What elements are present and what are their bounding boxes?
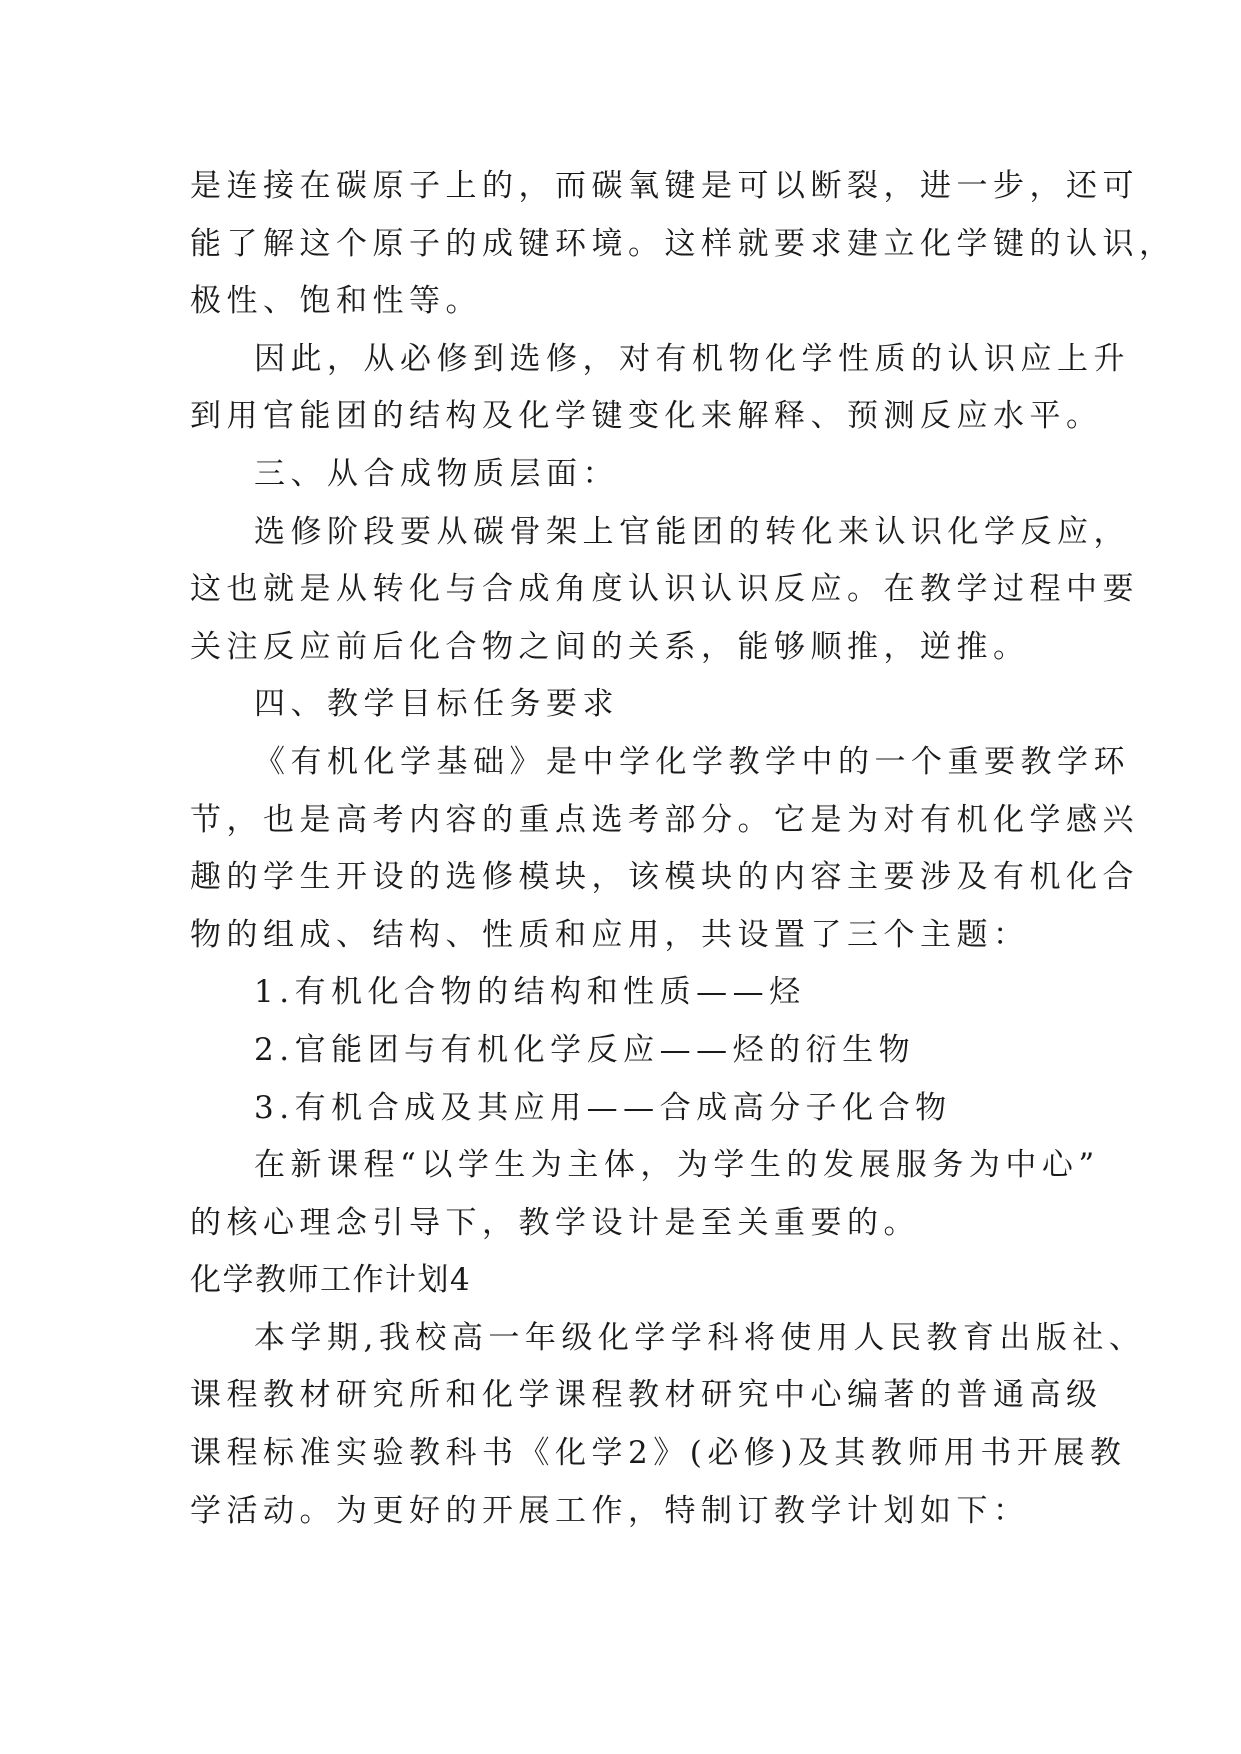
text-line: 选修阶段要从碳骨架上官能团的转化来认识化学反应， <box>254 513 1130 550</box>
text-line: 在新课程“以学生为主体，为学生的发展服务为中心” <box>254 1147 1100 1184</box>
text-line: 的核心理念引导下，教学设计是至关重要的。 <box>190 1204 920 1241</box>
text-line: 极性、饱和性等。 <box>190 283 482 320</box>
text-line: 三、从合成物质层面： <box>254 455 619 492</box>
text-line: 学活动。为更好的开展工作，特制订教学计划如下： <box>190 1492 1030 1529</box>
text-line: 节，也是高考内容的重点选考部分。它是为对有机化学感兴 <box>190 801 1139 838</box>
text-line: 《有机化学基础》是中学化学教学中的一个重要教学环 <box>254 743 1130 780</box>
text-line: 四、教学目标任务要求 <box>254 686 619 723</box>
text-line: 关注反应前后化合物之间的关系，能够顺推，逆推。 <box>190 628 1030 665</box>
text-line: 趣的学生开设的选修模块，该模块的内容主要涉及有机化合 <box>190 859 1139 896</box>
text-line: 课程教材研究所和化学课程教材研究中心编著的普通高级 <box>190 1377 1103 1414</box>
text-line: 能了解这个原子的成键环境。这样就要求建立化学键的认识， <box>190 225 1176 262</box>
text-line: 3.有机合成及其应用——合成高分子化合物 <box>254 1089 952 1126</box>
text-line: 这也就是从转化与合成角度认识认识反应。在教学过程中要 <box>190 571 1139 608</box>
text-line: 物的组成、结构、性质和应用，共设置了三个主题： <box>190 916 1030 953</box>
text-line: 因此，从必修到选修，对有机物化学性质的认识应上升 <box>254 340 1130 377</box>
text-line: 是连接在碳原子上的，而碳氧键是可以断裂，进一步，还可 <box>190 168 1139 204</box>
text-line: 1.有机化合物的结构和性质——烃 <box>254 974 806 1011</box>
text-line: 课程标准实验教科书《化学2》(必修)及其教师用书开展教 <box>190 1435 1127 1472</box>
text-line: 本学期,我校高一年级化学学科将使用人民教育出版社、 <box>254 1319 1146 1356</box>
document-body <box>190 158 1176 1540</box>
text-line: 到用官能团的结构及化学键变化来解释、预测反应水平。 <box>190 398 1103 435</box>
text-line: 2.官能团与有机化学反应——烃的衍生物 <box>254 1031 916 1068</box>
section-heading: 化学教师工作计划4 <box>190 1262 472 1299</box>
